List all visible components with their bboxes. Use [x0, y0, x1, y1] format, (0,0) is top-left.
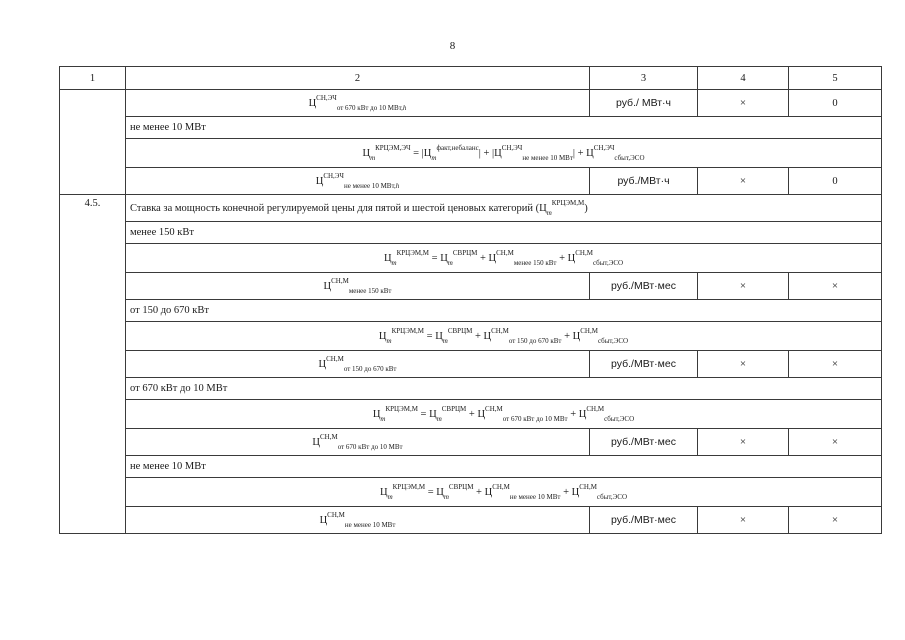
rate-symbol-cell: $Ц^{СН,ЭЧ}_{не менее 10 МВт,h}$	[126, 168, 590, 195]
col5-cell: ×	[789, 351, 882, 378]
table-row	[60, 117, 882, 139]
category-label: не менее 10 МВт	[126, 456, 882, 478]
category-label: от 150 до 670 кВт	[126, 300, 882, 322]
col4-cell: ×	[698, 351, 789, 378]
col4-cell: ×	[698, 273, 789, 300]
col5-cell: 0	[789, 168, 882, 195]
formula-cell: $Ц_m^{КРЦЭМ,ЭЧ} = |Ц_m^{факт,небаланс}| + |Ц^{СН,ЭЧ}_{не менее 10 МВт}| + Ц^{СН,ЭЧ}_{сбыт,ЭСО}$	[126, 139, 882, 168]
table-row	[60, 139, 882, 168]
category-label: менее 150 кВт	[126, 222, 882, 244]
tariff-table	[59, 66, 882, 534]
unit-cell: руб./МВт·мес	[590, 429, 698, 456]
formula-cell: $Ц_m^{КРЦЭМ,М} = Ц_m^{СВРЦМ} + Ц^{СН,М}_{менее 150 кВт} + Ц^{СН,М}_{сбыт,ЭСО}$	[126, 244, 882, 273]
section-number-cell: 4.5.	[60, 195, 126, 534]
table-row	[60, 244, 882, 273]
unit-cell: руб./МВт·мес	[590, 351, 698, 378]
formula-cell: $Ц_m^{КРЦЭМ,М} = Ц_m^{СВРЦМ} + Ц^{СН,М}_{от 150 до 670 кВт} + Ц^{СН,М}_{сбыт,ЭСО}$	[126, 322, 882, 351]
unit-cell: руб./МВт·ч	[590, 168, 698, 195]
table-row	[60, 168, 882, 195]
table-row	[60, 300, 882, 322]
formula-cell: $Ц_m^{КРЦЭМ,М} = Ц_m^{СВРЦМ} + Ц^{СН,М}_{от 670 кВт до 10 МВт} + Ц^{СН,М}_{сбыт,ЭСО}$	[126, 400, 882, 429]
category-label: не менее 10 МВт	[126, 117, 882, 139]
table-row	[60, 507, 882, 534]
category-label: от 670 кВт до 10 МВт	[126, 378, 882, 400]
unit-cell: руб./МВт·мес	[590, 507, 698, 534]
col5-cell: 0	[789, 90, 882, 117]
table-row	[60, 195, 882, 222]
rate-symbol-cell: $Ц^{СН,М}_{от 670 кВт до 10 МВт}$	[126, 429, 590, 456]
header-col-3: 3	[590, 67, 698, 90]
table-row	[60, 429, 882, 456]
header-col-1: 1	[60, 67, 126, 90]
table-row	[60, 322, 882, 351]
table-row	[60, 222, 882, 244]
table-row	[60, 400, 882, 429]
rate-symbol-cell: $Ц^{СН,М}_{от 150 до 670 кВт}$	[126, 351, 590, 378]
table-row	[60, 351, 882, 378]
table-row	[60, 478, 882, 507]
col5-cell: ×	[789, 507, 882, 534]
rate-symbol-cell: $Ц^{СН,М}_{не менее 10 МВт}$	[126, 507, 590, 534]
formula-cell: $Ц_m^{КРЦЭМ,М} = Ц_m^{СВРЦМ} + Ц^{СН,М}_{не менее 10 МВт} + Ц^{СН,М}_{сбыт,ЭСО}$	[126, 478, 882, 507]
col5-cell: ×	[789, 273, 882, 300]
table-row	[60, 456, 882, 478]
page-number: 8	[449, 40, 456, 52]
header-col-4: 4	[698, 67, 789, 90]
col4-cell: ×	[698, 168, 789, 195]
rate-symbol-cell: $Ц^{СН,М}_{менее 150 кВт}$	[126, 273, 590, 300]
table-header-row	[60, 67, 882, 90]
rate-symbol-cell: $Ц^{СН,ЭЧ}_{от 670 кВт до 10 МВт,h}$	[126, 90, 590, 117]
col4-cell: ×	[698, 507, 789, 534]
col5-cell: ×	[789, 429, 882, 456]
unit-cell: руб./МВт·мес	[590, 273, 698, 300]
table-row	[60, 90, 882, 117]
section-number-cell	[60, 90, 126, 195]
col4-cell: ×	[698, 90, 789, 117]
table-row	[60, 273, 882, 300]
unit-cell: руб./ МВт·ч	[590, 90, 698, 117]
section-title: Ставка за мощность конечной регулируемой цены для пятой и шестой ценовых категорий $(Ц_m^{КРЦЭМ,М})$	[126, 195, 882, 222]
header-col-5: 5	[789, 67, 882, 90]
header-col-2: 2	[126, 67, 590, 90]
table-row	[60, 378, 882, 400]
col4-cell: ×	[698, 429, 789, 456]
